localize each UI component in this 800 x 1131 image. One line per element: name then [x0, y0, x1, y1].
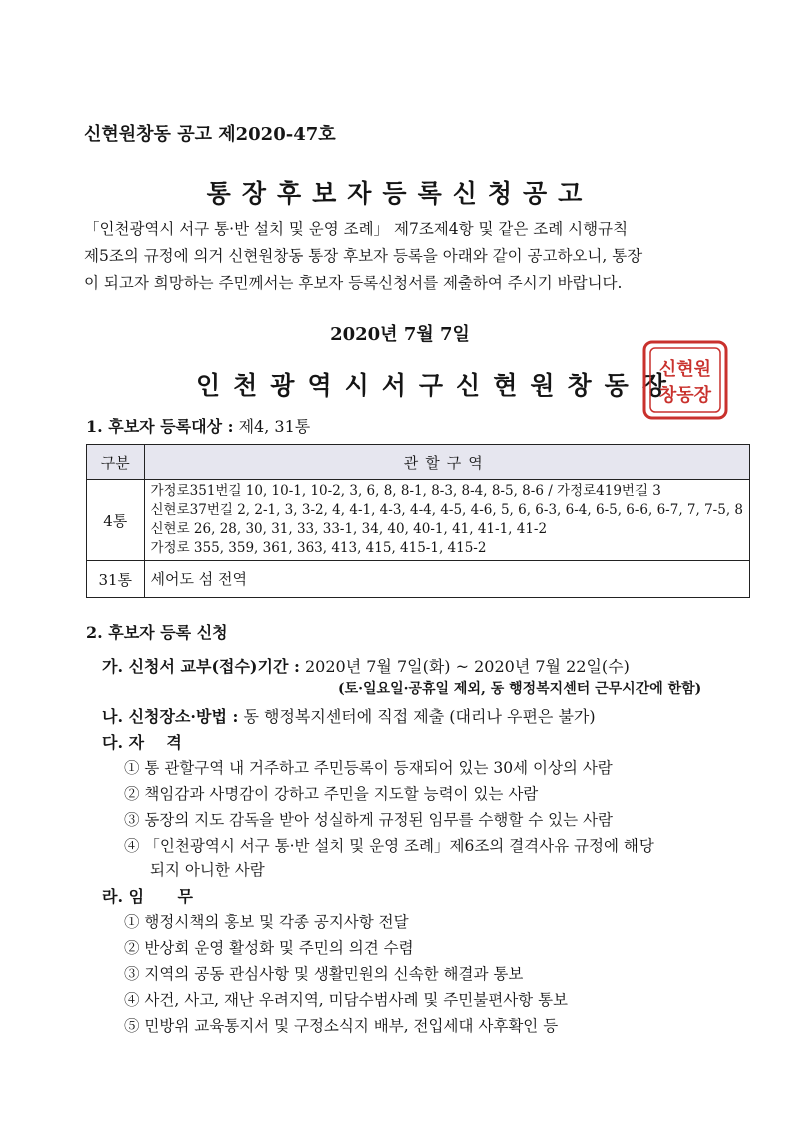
official-seal-icon [640, 338, 730, 422]
qualification-item-continued: 되지 아니한 사람 [150, 861, 265, 879]
notice-number: 신현원창동 공고 제2020-47호 [84, 124, 336, 145]
qualification-item: ④ 「인천광역시 서구 통·반 설치 및 운영 조례」제6조의 결격사유 규정에 해당 [124, 837, 654, 855]
district-table [86, 444, 750, 598]
section-1-label: 1. 후보자 등록대상 : [86, 417, 234, 436]
period-item [102, 654, 630, 677]
table-row [87, 561, 750, 598]
qualification-item: ③ 동장의 지도 감독을 받아 성실하게 규정된 임무를 수행할 수 있는 사람 [124, 811, 613, 829]
row-area [144, 561, 749, 598]
qualification-item: ① 통 관할구역 내 거주하고 주민등록이 등재되어 있는 30세 이상의 사람 [124, 759, 613, 777]
duty-label: 라. 임 무 [102, 887, 193, 906]
duty-item: ④ 사건, 사고, 재난 우려지역, 미담수범사례 및 주민불편사항 통보 [124, 991, 569, 1009]
duty-item: ⑤ 민방위 교육통지서 및 구정소식지 배부, 전입세대 사후확인 등 [124, 1017, 559, 1035]
intro-line: 제5조의 규정에 의거 신현원창동 통장 후보자 등록을 아래와 같이 공고하오니, 통장 [84, 247, 643, 265]
intro-paragraph [84, 216, 754, 297]
qualification-item: ② 책임감과 사명감이 강하고 주민을 지도할 능력이 있는 사람 [124, 785, 539, 803]
area-line: 가정로 355, 359, 361, 363, 413, 415, 415-1, 415-2 [150, 540, 487, 556]
row-category: 4통 [87, 480, 145, 561]
section-1 [86, 414, 310, 437]
area-line: 신현로 26, 28, 30, 31, 33, 33-1, 34, 40, 40-1, 41, 41-1, 41-2 [150, 521, 548, 537]
section-2-title: 2. 후보자 등록 신청 [86, 623, 228, 642]
area-line: 신현로37번길 2, 2-1, 3, 3-2, 4, 4-1, 4-3, 4-4, 4-5, 4-6, 5, 6, 6-3, 6-4, 6-5, 6-6, 6-7, 7, 7-5, 8 [150, 502, 743, 518]
table-header-category: 구분 [87, 445, 145, 480]
area-line: 세어도 섬 전역 [150, 569, 247, 588]
svg-text:신현원: 신현원 [658, 359, 712, 380]
period-label: 가. 신청서 교부(접수)기간 : [102, 657, 300, 676]
intro-line: 「인천광역시 서구 통·반 설치 및 운영 조례」 제7조제4항 및 같은 조례 시행규칙 [84, 220, 629, 238]
period-note: (토·일요일·공휴일 제외, 동 행정복지센터 근무시간에 한함) [338, 681, 702, 697]
method-value: 동 행정복지센터에 직접 제출 (대리나 우편은 불가) [238, 707, 596, 726]
table-row [87, 480, 750, 561]
issuer-name: 인천광역시서구신현원창동장 [196, 371, 679, 400]
method-item [102, 704, 596, 727]
duty-item: ① 행정시책의 홍보 및 각종 공지사항 전달 [124, 913, 409, 931]
duty-item: ② 반상회 운영 활성화 및 주민의 의견 수렴 [124, 939, 414, 957]
svg-text:창동장: 창동장 [658, 385, 712, 406]
qualification-label: 다. 자 격 [102, 733, 182, 752]
table-header-area: 관할구역 [144, 445, 749, 480]
row-area [144, 480, 749, 561]
period-value: 2020년 7월 7일(화) ~ 2020년 7월 22일(수) [299, 657, 630, 676]
page-title: 통장후보자등록신청공고 [206, 179, 594, 208]
table-header-row [87, 445, 750, 480]
intro-line: 이 되고자 희망하는 주민께서는 후보자 등록신청서를 제출하여 주시기 바랍니다. [84, 274, 623, 292]
notice-date: 2020년 7월 7일 [330, 324, 470, 345]
row-category: 31통 [87, 561, 145, 598]
section-1-value: 제4, 31통 [233, 417, 311, 436]
area-line: 가정로351번길 10, 10-1, 10-2, 3, 6, 8, 8-1, 8-3, 8-4, 8-5, 8-6 / 가정로419번길 3 [150, 483, 661, 499]
method-label: 나. 신청장소·방법 : [102, 707, 239, 726]
duty-item: ③ 지역의 공동 관심사항 및 생활민원의 신속한 해결과 통보 [124, 965, 524, 983]
